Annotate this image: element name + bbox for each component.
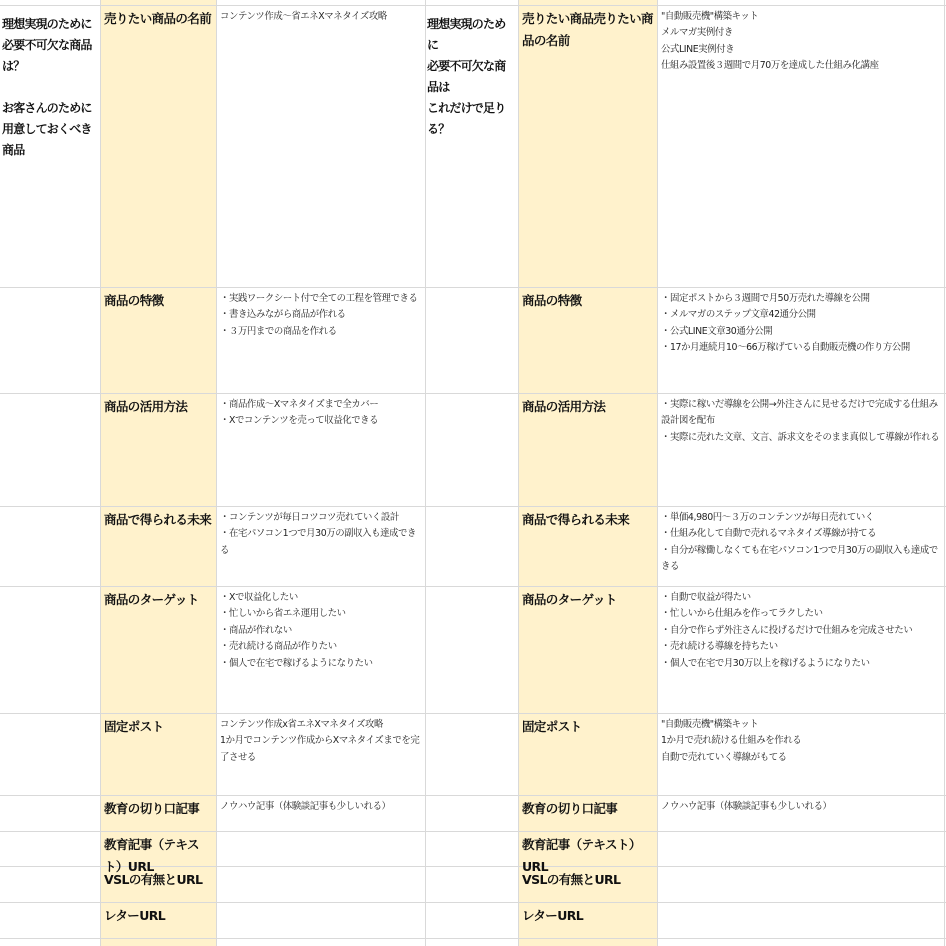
- left-row-label-usage[interactable]: 商品の活用方法: [104, 399, 188, 414]
- left-row-label-education-angle[interactable]: 教育の切り口記事: [104, 801, 200, 816]
- left-row-value-future[interactable]: ・コンテンツが毎日コツコツ売れていく設計 ・在宅パソコン1つで月30万の副収入も達成できる: [220, 512, 417, 556]
- left-row-value-vsl-url[interactable]: [217, 867, 425, 902]
- left-row-label-features[interactable]: 商品の特徴: [104, 293, 164, 308]
- right-row-label-education-url[interactable]: 教育記事（テキスト）URL: [522, 837, 641, 874]
- right-row-label-future[interactable]: 商品で得られる未来: [522, 512, 630, 527]
- left-row-label-letter-url[interactable]: レターURL: [104, 908, 166, 923]
- right-row-label-features[interactable]: 商品の特徴: [522, 293, 582, 308]
- left-row-label-pinned-post[interactable]: 固定ポスト: [104, 719, 164, 734]
- left-row-value-education-url[interactable]: [217, 832, 425, 866]
- left-row-label-vsl-url[interactable]: VSLの有無とURL: [104, 872, 203, 887]
- right-row-label-usage[interactable]: 商品の活用方法: [522, 399, 606, 414]
- right-row-label-product-name[interactable]: 売りたい商品売りたい商品の名前: [522, 11, 653, 48]
- right-row-value-features[interactable]: ・固定ポストから３週間で月50万売れた導線を公開 ・メルマガのステップ文章42通分公開 ・公式LINE文章30通分公開 ・17か月連続月10〜66万稼げている自動販売機の作り方公開: [661, 293, 910, 354]
- right-row-label-education-angle[interactable]: 教育の切り口記事: [522, 801, 618, 816]
- right-row-label-letter-url[interactable]: レターURL: [522, 908, 584, 923]
- left-row-value-features[interactable]: ・実践ワークシート付で全ての工程を管理できる ・書き込みながら商品が作れる ・３万円までの商品を作れる: [220, 293, 418, 337]
- right-row-label-vsl-url[interactable]: VSLの有無とURL: [522, 872, 621, 887]
- right-row-value-letter-url[interactable]: [658, 903, 944, 938]
- right-row-value-vsl-url[interactable]: [658, 867, 944, 902]
- right-row-value-future[interactable]: ・単価4,980円〜３万のコンテンツが毎日売れていく ・仕組み化して自動で売れるマネタイズ導線が持てる ・自分が稼働しなくても在宅パソコン1つで月30万の副収入も達成できる: [661, 512, 938, 573]
- left-row-value-letter-url[interactable]: [217, 903, 425, 938]
- right-row-label-target[interactable]: 商品のターゲット: [522, 592, 617, 607]
- right-side-question: 理想実現のために 必要不可欠な商品は これだけで足りる？: [427, 17, 506, 136]
- right-row-value-education-angle[interactable]: ノウハウ記事（体験談記事も少しいれる）: [661, 801, 832, 812]
- right-row-value-product-name[interactable]: "自動販売機"構築キット メルマガ実例付き 公式LINE実例付き 仕組み設置後３週間で月70万を達成した仕組み化講座: [661, 11, 879, 72]
- left-row-label-future[interactable]: 商品で得られる未来: [104, 512, 212, 527]
- left-row-value-usage[interactable]: ・商品作成〜Xマネタイズまで全カバー ・Xでコンテンツを売って収益化できる: [220, 399, 379, 427]
- left-row-value-pinned-post[interactable]: コンテンツ作成x省エネXマネタイズ攻略 1か月でコンテンツ作成からXマネタイズまでを完了させる: [220, 719, 420, 763]
- left-row-label-target[interactable]: 商品のターゲット: [104, 592, 199, 607]
- left-row-value-product-name[interactable]: コンテンツ作成〜省エネXマネタイズ攻略: [220, 11, 387, 22]
- left-row-label-product-name[interactable]: 売りたい商品の名前: [104, 11, 212, 26]
- left-row-value-target[interactable]: ・Xで収益化したい ・忙しいから省エネ運用したい ・商品が作れない ・売れ続ける商品が作りたい ・個人で在宅で稼げるようになりたい: [220, 592, 373, 669]
- right-row-value-education-url[interactable]: [658, 832, 944, 866]
- right-row-label-pinned-post[interactable]: 固定ポスト: [522, 719, 582, 734]
- left-row-label-education-url[interactable]: 教育記事（テキスト）URL: [104, 837, 199, 874]
- right-row-value-target[interactable]: ・自動で収益が得たい ・忙しいから仕組みを作ってラクしたい ・自分で作らず外注さんに投げるだけで仕組みを完成させたい ・売れ続ける導線を持ちたい ・個人で在宅で月30万以上を稼げるようになりたい: [661, 592, 913, 669]
- left-row-value-education-angle[interactable]: ノウハウ記事（体験談記事も少しいれる）: [220, 801, 391, 812]
- grid-hline: [0, 938, 946, 939]
- left-side-question: 理想実現のために 必要不可欠な商品は？ お客さんのために 用意しておくべき商品: [2, 17, 92, 157]
- right-row-value-pinned-post[interactable]: "自動販売機"構築キット 1か月で売れ続ける仕組みを作れる 自動で売れていく導線がもてる: [661, 719, 802, 763]
- grid-vline: [944, 0, 945, 946]
- right-row-value-usage[interactable]: ・実際に稼いだ導線を公開→外注さんに見せるだけで完成する仕組み設計図を配布 ・実際に売れた文章、文言、訴求文をそのまま真似して導線が作れる: [661, 399, 940, 443]
